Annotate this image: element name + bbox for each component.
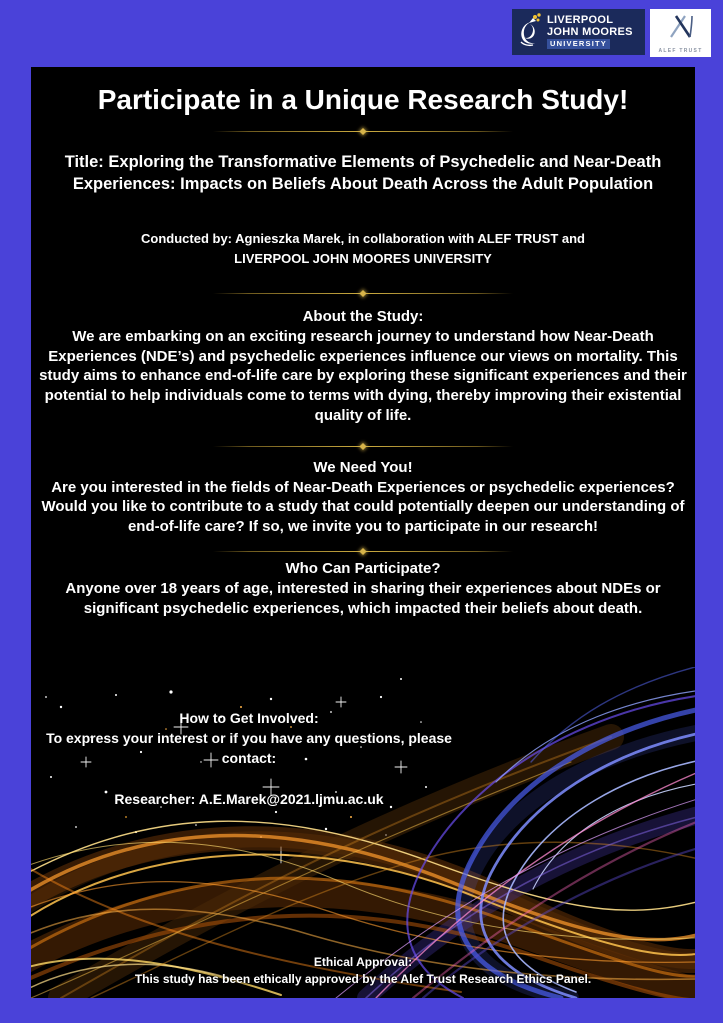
poster-panel [31, 67, 695, 998]
alef-trust-label: ALEF TRUST [658, 47, 703, 54]
gold-divider-icon [213, 443, 513, 451]
ljmu-line3: UNIVERSITY [547, 39, 610, 49]
about-body: We are embarking on an exciting research journey to understand how Near-Death Experiences (NDE’s) and psychedelic experiences influence our views on mortality. This study aims to enhance end-of-life care by exploring these significant experiences and their potential to help individuals come to terms with dying, thereby improving their existential quality of life. [39, 327, 687, 425]
ethics-body: This study has been ethically approved by the Alef Trust Research Ethics Panel. [134, 972, 592, 987]
involved-body: To express your interest or if you have any questions, please contact: [46, 730, 452, 767]
study-title: Title: Exploring the Transformative Elements of Psychedelic and Near-Death Experiences: Impacts on Beliefs About Death Across the Adult Population [64, 153, 662, 193]
conducted-by-line2: LIVERPOOL JOHN MOORES UNIVERSITY [234, 250, 492, 266]
need-you-heading: We Need You! [313, 458, 413, 476]
how-to-get-involved [43, 708, 455, 810]
ljmu-line2: JOHN MOORES [547, 25, 633, 38]
involved-heading: How to Get Involved: [179, 710, 319, 726]
who-body: Anyone over 18 years of age, interested in sharing their experiences about NDEs or significant psychedelic experiences, which impacted their beliefs about death. [65, 579, 661, 617]
need-you-body: Are you interested in the fields of Near-Death Experiences or psychedelic experiences? Would you like to contribute to a study that could potentially deepen our understanding of end-of-life care? If so, we invite you to participate in our research! [41, 478, 685, 536]
alef-trust-logo [650, 9, 711, 57]
gold-divider-icon [213, 548, 513, 556]
ljmu-line1: LIVERPOOL [547, 14, 614, 27]
poster-title: Participate in a Unique Research Study! [97, 84, 629, 115]
who-heading: Who Can Participate? [285, 560, 441, 578]
gold-divider-icon [213, 128, 513, 136]
ethics-heading: Ethical Approval: [313, 955, 413, 970]
alef-trust-mark-icon [666, 13, 696, 46]
ljmu-logo [512, 9, 645, 55]
ethical-approval [31, 954, 695, 988]
conducted-by [83, 229, 643, 268]
conducted-by-line1: Conducted by: Agnieszka Marek, in collaboration with ALEF TRUST and [141, 231, 585, 247]
about-heading: About the Study: [302, 308, 424, 326]
ljmu-logo-text [547, 15, 633, 49]
gold-divider-icon [213, 290, 513, 298]
logo-bar [512, 9, 711, 57]
liver-bird-icon [517, 12, 543, 53]
researcher-contact-email: Researcher: A.E.Marek@2021.ljmu.ac.uk [114, 791, 384, 808]
